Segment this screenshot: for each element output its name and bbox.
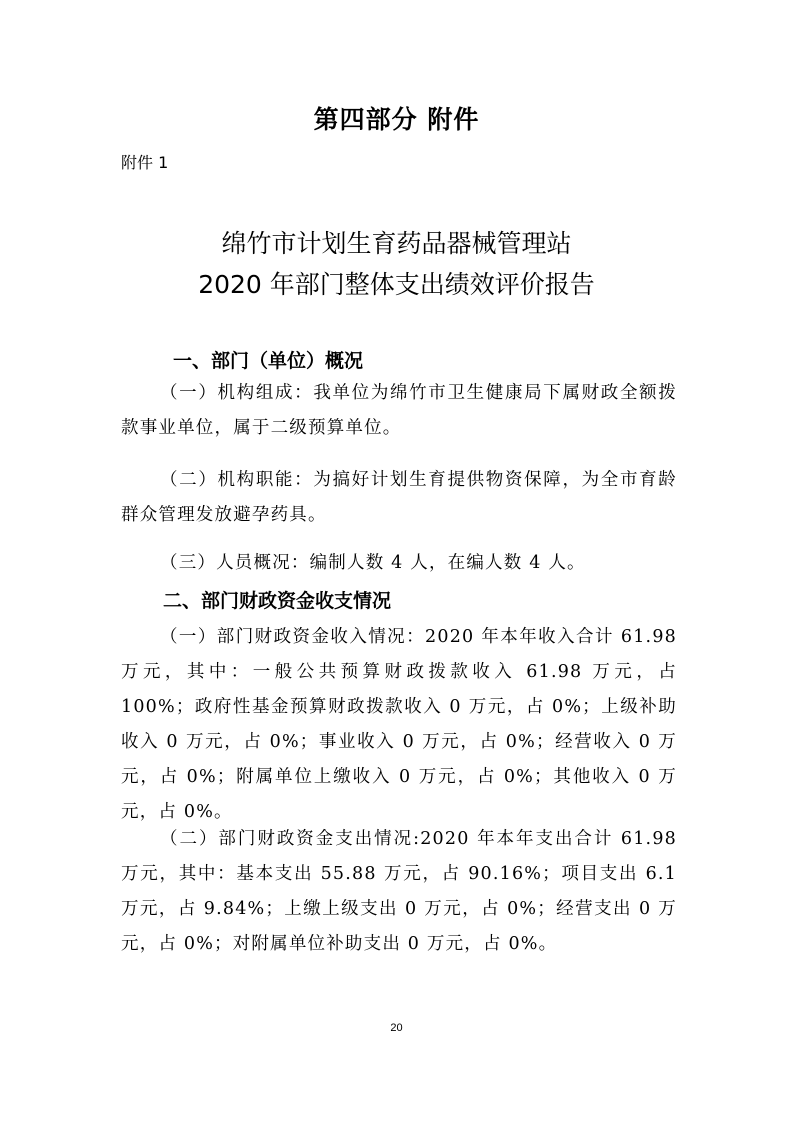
- section1-paragraph-staff: （三）人员概况：编制人数 4 人，在编人数 4 人。: [160, 553, 586, 573]
- section2-paragraph-income: （一）部门财政资金收入情况：2020 年本年收入合计 61.98 万元，其中：一般公共预算财政拨款收入 61.98 万元，占 100%；政府性基金预算财政拨款收入 0 万元，占 0%；上级补助收入 0 万元，占 0%；事业收入 0 万元，占 0%；经营收入 0 万元，占 0%；附属单位上缴收入 0 万元，占 0%；其他收入 0 万元，占 0%。: [121, 627, 677, 822]
- section2-paragraph-expenditure: （二）部门财政资金支出情况:2020 年本年支出合计 61.98 万元，其中：基本支出 55.88 万元，占 90.16%；项目支出 6.1 万元，占 9.84%；上缴上级支出 0 万元，占 0%；经营支出 0 万元，占 0%；对附属单位补助支出 0 万元，占 0%。: [121, 829, 677, 954]
- report-title-line1: 绵竹市计划生育药品器械管理站: [221, 229, 572, 258]
- section2-heading: 二、部门财政资金收支情况: [163, 590, 392, 612]
- section1-paragraph-org: （一）机构组成：我单位为绵竹市卫生健康局下属财政全额拨款事业单位，属于二级预算单位。: [121, 383, 677, 438]
- report-title-line2: 2020 年部门整体支出绩效评价报告: [198, 270, 595, 299]
- attachment-label: 附件 1: [121, 153, 169, 172]
- section1-paragraph-function: （二）机构职能：为搞好计划生育提供物资保障，为全市育龄群众管理发放避孕药具。: [121, 470, 677, 525]
- section1-heading: 一、部门（单位）概况: [173, 350, 364, 372]
- part-title: 第四部分 附件: [313, 105, 480, 134]
- page-number: 20: [390, 1022, 403, 1034]
